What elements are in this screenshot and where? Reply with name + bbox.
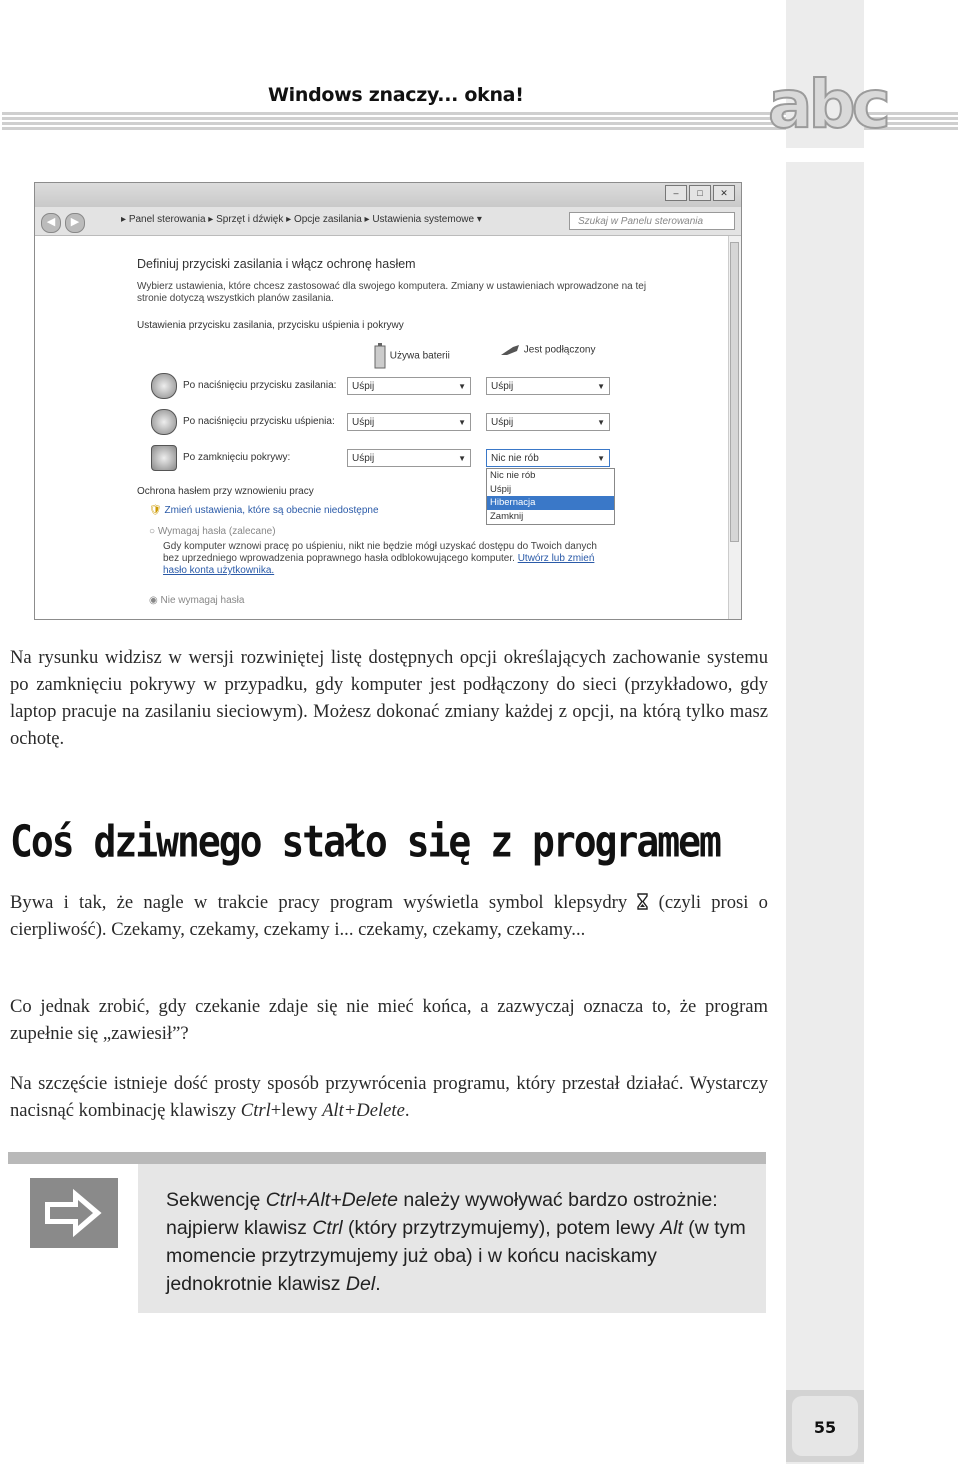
- select-lid-battery[interactable]: Uśpij ▼: [347, 449, 471, 467]
- sidebar-gap: [786, 148, 864, 162]
- settings-title: Definiuj przyciski zasilania i włącz ochronę hasłem: [137, 257, 416, 271]
- paragraph-4: Na szczęście istnieje dość prosty sposób przywrócenia programu, który przestał działać. Wystarczy nacisnąć kombinację klawiszy Ctrl+lewy Alt+Delete.: [10, 1073, 768, 1121]
- crumb-panel[interactable]: Panel sterowania: [128, 214, 206, 225]
- create-password-link[interactable]: Utwórz lub zmień hasło konta użytkownika.: [163, 553, 595, 576]
- paragraph-2: Bywa i tak, że nagle w trakcie pracy program wyświetla symbol klepsydry (czyli prosi o cierpliwość). Czekamy, czekamy, czekamy i... czekamy, czekamy, czekamy...: [10, 892, 768, 940]
- running-header: Windows znaczy... okna!: [268, 84, 524, 106]
- crumb-hardware[interactable]: Sprzęt i dźwięk: [216, 214, 284, 225]
- paragraph-3: Co jednak zrobić, gdy czekanie zdaje się nie mieć końca, a zazwyczaj oznacza to, że program zupełnie się „zawiesił”?: [10, 996, 768, 1044]
- abc-logo: abc: [768, 66, 887, 143]
- header-rule: [2, 112, 786, 132]
- row-label-power: Po naciśnięciu przycisku zasilania:: [183, 380, 337, 391]
- radio-no-password[interactable]: ◉ Nie wymagaj hasła: [149, 595, 245, 606]
- back-icon[interactable]: ◀: [41, 213, 61, 233]
- minimize-button[interactable]: –: [665, 185, 687, 201]
- select-sleep-battery[interactable]: Uśpij ▼: [347, 413, 471, 431]
- row-label-sleep: Po naciśnięciu przycisku uśpienia:: [183, 416, 335, 427]
- breadcrumb: ▸ Panel sterowania ▸ Sprzęt i dźwięk ▸ Opcje zasilania ▸ Ustawienia systemowe ▾: [121, 214, 482, 225]
- select-power-plugged[interactable]: Uśpij ▼: [486, 377, 610, 395]
- page-sidebar: [786, 0, 864, 1464]
- laptop-lid-icon: [151, 445, 177, 471]
- arrow-icon: [30, 1178, 118, 1248]
- address-bar: [35, 207, 741, 236]
- dropdown-option[interactable]: Nic nie rób: [490, 470, 536, 481]
- dropdown-list: [486, 468, 615, 525]
- battery-icon: [373, 343, 387, 369]
- power-button-icon: [151, 373, 177, 399]
- col-plugged: Jest podłączony: [499, 343, 596, 357]
- dropdown-option-highlighted[interactable]: Hibernacja: [487, 496, 614, 510]
- search-input[interactable]: Szukaj w Panelu sterowania: [569, 212, 735, 230]
- paragraph-1: Na rysunku widzisz w wersji rozwiniętej listę dostępnych opcji określających zachowanie systemu po zamknięciu pokrywy w przypadku, gdy komputer jest podłączony do sieci (przykładowo, gdy laptop pracuje na zasilaniu sieciowym). Możesz dokonać zmiany każdej z opcji, na którą tylko masz ochotę.: [10, 647, 768, 749]
- sleep-button-icon: [151, 409, 177, 435]
- radio-require-password[interactable]: ○ Wymagaj hasła (zalecane): [149, 526, 276, 537]
- dropdown-option[interactable]: Uśpij: [490, 483, 512, 495]
- select-sleep-plugged[interactable]: Uśpij ▼: [486, 413, 610, 431]
- maximize-button[interactable]: □: [689, 185, 711, 201]
- settings-intro: Wybierz ustawienia, które chcesz zastosować dla swojego komputera. Zmiany w ustawieniach wprowadzone na tej stronie dotyczą wszystkich planów zasilania.: [137, 281, 647, 304]
- close-button[interactable]: ✕: [713, 185, 735, 201]
- select-lid-plugged[interactable]: Nic nie rób ▼: [486, 449, 610, 467]
- radio1-description: Gdy komputer wznowi pracę po uśpieniu, nikt nie będzie mógł uzyskać dostępu do Twoich danych bez uprzedniego wprowadzenia poprawnego hasła odblokowującego komputer. Utwórz lub zmień hasło konta użytkownika.: [163, 541, 597, 576]
- note-text: Sekwencję Ctrl+Alt+Delete należy wywoływać bardzo ostrożnie: najpierw klawisz Ctrl (który przytrzymujemy), potem lewy Alt (w tym momencie przytrzymujemy już oba) i w końcu naciskamy jednokrotnie klawisz Del.: [166, 1189, 746, 1295]
- change-settings-link[interactable]: 🛡 Zmień ustawienia, które są obecnie niedostępne: [149, 505, 379, 516]
- section-heading: Coś dziwnego stało się z programem: [10, 816, 720, 867]
- crumb-system[interactable]: Ustawienia systemowe: [372, 214, 475, 225]
- forward-icon[interactable]: ▶: [65, 213, 85, 233]
- crumb-power[interactable]: Opcje zasilania: [293, 214, 362, 225]
- scroll-thumb[interactable]: [730, 242, 739, 542]
- row-label-lid: Po zamknięciu pokrywy:: [183, 452, 291, 463]
- page-number-box: [786, 1390, 864, 1462]
- page-number: 55: [813, 1418, 837, 1437]
- section-buttons-title: Ustawienia przycisku zasilania, przycisku uśpienia i pokrywy: [137, 320, 404, 331]
- select-power-battery[interactable]: Uśpij ▼: [347, 377, 471, 395]
- scrollbar[interactable]: [728, 236, 741, 619]
- hourglass-icon: [637, 893, 648, 910]
- dropdown-option[interactable]: Zamknij: [490, 510, 524, 522]
- plug-icon: [499, 343, 521, 357]
- window-titlebar: [35, 183, 741, 207]
- section-password-title: Ochrona hasłem przy wznowieniu pracy: [137, 486, 314, 497]
- figure-screenshot: [34, 182, 742, 620]
- col-battery: Używa baterii: [373, 343, 450, 369]
- note-top-bar: [8, 1152, 766, 1164]
